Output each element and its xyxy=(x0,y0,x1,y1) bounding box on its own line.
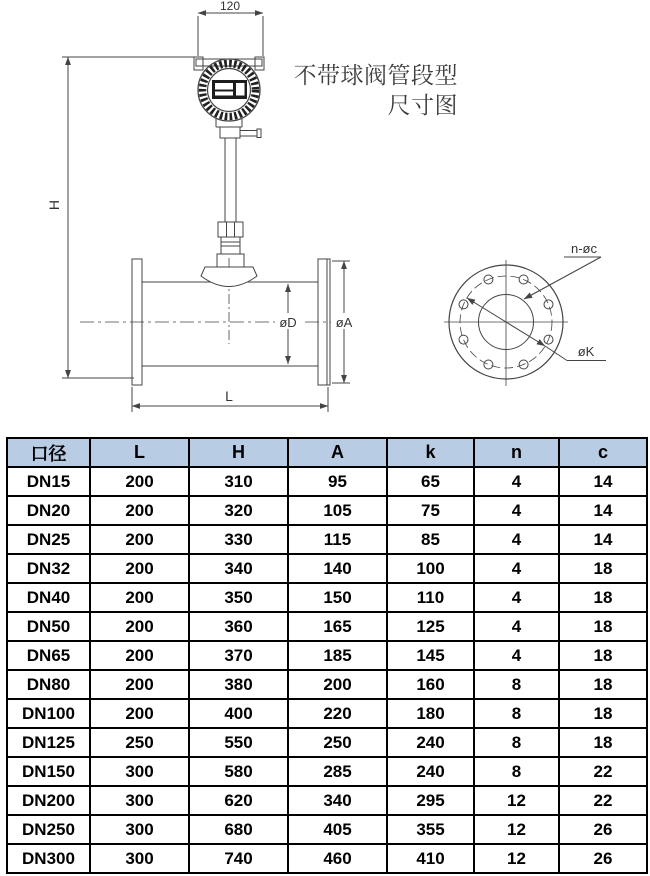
table-cell: 125 xyxy=(387,612,474,641)
drawing-title xyxy=(292,60,458,120)
table-row xyxy=(7,554,647,583)
table-cell: 285 xyxy=(288,757,387,786)
table-cell: 410 xyxy=(387,844,474,873)
threaded-connector xyxy=(217,237,244,267)
table-cell: 14 xyxy=(559,496,647,525)
table-row xyxy=(7,699,647,728)
table-cell: 8 xyxy=(474,728,559,757)
table-cell: 340 xyxy=(288,786,387,815)
table-cell: 12 xyxy=(474,815,559,844)
table-cell: 370 xyxy=(189,641,288,670)
table-cell: DN200 xyxy=(7,786,90,815)
table-cell: DN50 xyxy=(7,612,90,641)
table-row xyxy=(7,786,647,815)
table-cell: 200 xyxy=(90,525,189,554)
hex-nut xyxy=(218,222,243,237)
table-cell: 740 xyxy=(189,844,288,873)
table-row xyxy=(7,467,647,496)
table-cell: 300 xyxy=(90,757,189,786)
table-row xyxy=(7,641,647,670)
table-cell: 360 xyxy=(189,612,288,641)
table-cell: 200 xyxy=(90,554,189,583)
table-cell: 310 xyxy=(189,467,288,496)
table-cell: 300 xyxy=(90,786,189,815)
dimension-table xyxy=(6,437,648,874)
table-cell: 320 xyxy=(189,496,288,525)
table-cell: 4 xyxy=(474,496,559,525)
table-cell: 140 xyxy=(288,554,387,583)
table-cell: 95 xyxy=(288,467,387,496)
table-cell: DN300 xyxy=(7,844,90,873)
table-cell: DN40 xyxy=(7,583,90,612)
table-cell: 8 xyxy=(474,757,559,786)
table-cell: DN80 xyxy=(7,670,90,699)
header-c: c xyxy=(559,438,647,467)
table-header-row xyxy=(7,438,647,467)
table-cell: 18 xyxy=(559,612,647,641)
table-cell: 4 xyxy=(474,641,559,670)
head-width-dim-label: 120 xyxy=(219,0,241,13)
table-cell: 220 xyxy=(288,699,387,728)
table-cell: 8 xyxy=(474,699,559,728)
table-cell: 620 xyxy=(189,786,288,815)
table-cell: 200 xyxy=(90,641,189,670)
table-cell: DN32 xyxy=(7,554,90,583)
mounting-saddle xyxy=(201,267,257,287)
table-cell: 350 xyxy=(189,583,288,612)
table-cell: DN100 xyxy=(7,699,90,728)
table-cell: 240 xyxy=(387,728,474,757)
table-cell: DN15 xyxy=(7,467,90,496)
table-cell: 18 xyxy=(559,728,647,757)
table-cell: 75 xyxy=(387,496,474,525)
table-cell: DN25 xyxy=(7,525,90,554)
table-cell: DN250 xyxy=(7,815,90,844)
table-cell: 18 xyxy=(559,641,647,670)
table-cell: 180 xyxy=(387,699,474,728)
table-cell: 12 xyxy=(474,786,559,815)
table-cell: 580 xyxy=(189,757,288,786)
sensor-stem xyxy=(217,138,244,267)
table-cell: 4 xyxy=(474,612,559,641)
table-row xyxy=(7,525,647,554)
table-cell: 340 xyxy=(189,554,288,583)
table-cell: 18 xyxy=(559,670,647,699)
table-cell: 200 xyxy=(288,670,387,699)
header-k: k xyxy=(387,438,474,467)
table-cell: DN20 xyxy=(7,496,90,525)
table-cell: 300 xyxy=(90,844,189,873)
dimension-head-width xyxy=(198,13,263,56)
table-cell: 18 xyxy=(559,699,647,728)
table-cell: 460 xyxy=(288,844,387,873)
table-cell: 200 xyxy=(90,699,189,728)
flange-front-view xyxy=(444,257,606,386)
table-row xyxy=(7,815,647,844)
table-cell: 200 xyxy=(90,496,189,525)
table-cell: 110 xyxy=(387,583,474,612)
table-cell: 250 xyxy=(90,728,189,757)
table-cell: 4 xyxy=(474,525,559,554)
table-cell: 200 xyxy=(90,670,189,699)
table-cell: 240 xyxy=(387,757,474,786)
table-cell: DN65 xyxy=(7,641,90,670)
table-cell: 100 xyxy=(387,554,474,583)
cable-entry-port xyxy=(240,129,261,138)
length-dim-label: L xyxy=(225,388,233,404)
table-cell: 300 xyxy=(90,815,189,844)
table-cell: 26 xyxy=(559,815,647,844)
table-cell: 380 xyxy=(189,670,288,699)
table-cell: 185 xyxy=(288,641,387,670)
table-row xyxy=(7,670,647,699)
table-row xyxy=(7,583,647,612)
table-cell: 250 xyxy=(288,728,387,757)
table-row xyxy=(7,728,647,757)
header-L: L xyxy=(90,438,189,467)
dimension-table-body xyxy=(7,467,647,873)
table-cell: 26 xyxy=(559,844,647,873)
table-cell: 680 xyxy=(189,815,288,844)
table-cell: 295 xyxy=(387,786,474,815)
table-cell: 405 xyxy=(288,815,387,844)
table-cell: 200 xyxy=(90,467,189,496)
transmitter-head xyxy=(194,57,264,121)
header-diameter: 口径 xyxy=(7,438,90,467)
drawing-title-line2: 尺寸图 xyxy=(387,92,458,118)
table-cell: 150 xyxy=(288,583,387,612)
table-cell: 200 xyxy=(90,583,189,612)
table-cell: 18 xyxy=(559,554,647,583)
bore-dim-label: øD xyxy=(279,315,297,330)
drawing-title-line1: 不带球阀管段型 xyxy=(293,62,458,88)
table-cell: 85 xyxy=(387,525,474,554)
table-cell: 4 xyxy=(474,554,559,583)
height-dim-label: H xyxy=(46,199,62,211)
dimension-height-H xyxy=(62,57,200,378)
table-cell: 65 xyxy=(387,467,474,496)
table-cell: 115 xyxy=(288,525,387,554)
table-cell: 22 xyxy=(559,757,647,786)
header-H: H xyxy=(189,438,288,467)
table-row xyxy=(7,757,647,786)
table-cell: 4 xyxy=(474,467,559,496)
table-cell: 12 xyxy=(474,844,559,873)
table-cell: 22 xyxy=(559,786,647,815)
table-cell: DN150 xyxy=(7,757,90,786)
table-cell: 550 xyxy=(189,728,288,757)
table-cell: 165 xyxy=(288,612,387,641)
bolt-circle-label: øK xyxy=(577,344,595,359)
table-cell: 18 xyxy=(559,583,647,612)
table-row xyxy=(7,844,647,873)
table-cell: 330 xyxy=(189,525,288,554)
table-cell: 200 xyxy=(90,612,189,641)
bolt-holes-callout xyxy=(524,257,601,299)
table-cell: 145 xyxy=(387,641,474,670)
flange-dim-label: øA xyxy=(335,315,353,330)
header-A: A xyxy=(288,438,387,467)
table-cell: 4 xyxy=(474,583,559,612)
header-n: n xyxy=(474,438,559,467)
table-cell: 400 xyxy=(189,699,288,728)
bolt-holes-label: n-øc xyxy=(571,241,597,256)
table-cell: 14 xyxy=(559,467,647,496)
table-cell: 160 xyxy=(387,670,474,699)
display-window xyxy=(212,80,247,99)
table-cell: 355 xyxy=(387,815,474,844)
table-row xyxy=(7,612,647,641)
table-cell: 8 xyxy=(474,670,559,699)
table-cell: 14 xyxy=(559,525,647,554)
table-cell: DN125 xyxy=(7,728,90,757)
table-row xyxy=(7,496,647,525)
table-cell: 105 xyxy=(288,496,387,525)
